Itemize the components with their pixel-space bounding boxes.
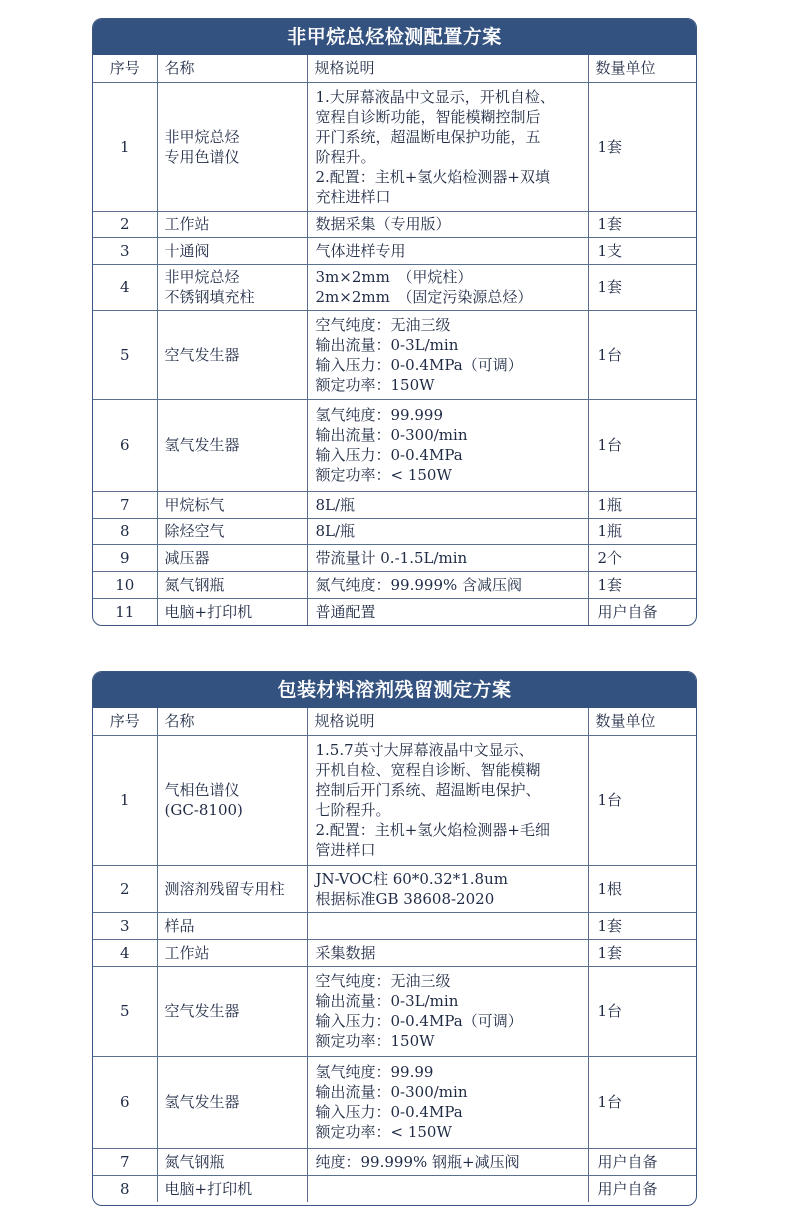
header-spec: 规格说明 xyxy=(307,708,588,735)
row-index: 5 xyxy=(93,310,157,399)
row-spec: 3m×2mm （甲烷柱） 2m×2mm （固定污染源总烃） xyxy=(307,264,588,310)
row-spec: 采集数据 xyxy=(307,939,588,966)
row-index: 7 xyxy=(93,491,157,518)
row-index: 4 xyxy=(93,264,157,310)
table-row xyxy=(93,399,696,491)
row-index: 5 xyxy=(93,966,157,1056)
row-name: 非甲烷总烃 不锈钢填充柱 xyxy=(157,264,307,310)
row-spec: 空气纯度：无油三级 输出流量：0-3L/min 输入压力：0-0.4MPa（可调） 额定功率：150W xyxy=(307,310,588,399)
row-spec: 普通配置 xyxy=(307,598,588,625)
header-index: 序号 xyxy=(93,55,157,82)
table-row xyxy=(93,1175,696,1202)
row-qty: 1套 xyxy=(588,912,696,939)
row-qty: 1台 xyxy=(588,735,696,865)
row-index: 9 xyxy=(93,544,157,571)
table-row xyxy=(93,1056,696,1148)
table-row xyxy=(93,82,696,211)
config-table-solvent-residue xyxy=(92,671,697,1206)
row-spec: 空气纯度：无油三级 输出流量：0-3L/min 输入压力：0-0.4MPa（可调） 额定功率：150W xyxy=(307,966,588,1056)
row-spec: 8L/瓶 xyxy=(307,518,588,544)
row-index: 11 xyxy=(93,598,157,625)
row-spec: 1.5.7英寸大屏幕液晶中文显示、 开机自检、宽程自诊断、智能模糊 控制后开门系统、超温断电保护、 七阶程升。 2.配置：主机+氢火焰检测器+毛细 管进样口 xyxy=(307,735,588,865)
config-grid xyxy=(93,55,696,625)
row-index: 1 xyxy=(93,82,157,211)
row-spec xyxy=(307,1175,588,1202)
config-table-nmhc xyxy=(92,18,697,626)
row-qty: 1套 xyxy=(588,571,696,598)
header-row xyxy=(93,55,696,82)
row-spec: 纯度：99.999% 钢瓶+减压阀 xyxy=(307,1148,588,1175)
table-row xyxy=(93,571,696,598)
row-name: 氢气发生器 xyxy=(157,399,307,491)
row-name: 除烃空气 xyxy=(157,518,307,544)
row-qty: 用户自备 xyxy=(597,602,658,621)
row-name: 氮气钢瓶 xyxy=(157,1148,307,1175)
row-name: 电脑+打印机 xyxy=(157,598,307,625)
row-qty: 1瓶 xyxy=(588,518,696,544)
table-row xyxy=(93,735,696,865)
table-row xyxy=(93,211,696,237)
row-spec: 氢气纯度：99.99 输出流量：0-300/min 输入压力：0-0.4MPa 额定功率：< 150W xyxy=(307,1056,588,1148)
row-qty: 1套 xyxy=(588,264,696,310)
config-grid xyxy=(93,708,696,1202)
table-row xyxy=(93,310,696,399)
row-qty: 2个 xyxy=(588,544,696,571)
table-row xyxy=(93,544,696,571)
table-row xyxy=(93,518,696,544)
row-name: 空气发生器 xyxy=(157,310,307,399)
row-qty: 1套 xyxy=(588,82,696,211)
row-name: 十通阀 xyxy=(157,237,307,264)
row-spec: 数据采集（专用版） xyxy=(307,211,588,237)
table-title: 非甲烷总烃检测配置方案 xyxy=(93,19,696,55)
row-name: 甲烷标气 xyxy=(157,491,307,518)
row-spec: JN-VOC柱 60*0.32*1.8um 根据标准GB 38608-2020 xyxy=(307,865,588,912)
table-row xyxy=(93,237,696,264)
row-name: 减压器 xyxy=(157,544,307,571)
table-row xyxy=(93,912,696,939)
header-spec: 规格说明 xyxy=(307,55,588,82)
table-row xyxy=(93,598,696,625)
row-name: 非甲烷总烃 专用色谱仪 xyxy=(157,82,307,211)
row-qty: 1台 xyxy=(588,399,696,491)
row-spec xyxy=(307,912,588,939)
row-spec: 气体进样专用 xyxy=(307,237,588,264)
row-qty: 用户自备 xyxy=(588,1148,696,1175)
header-name: 名称 xyxy=(157,55,307,82)
row-name: 电脑+打印机 xyxy=(157,1175,307,1202)
row-qty: 1支 xyxy=(588,237,696,264)
row-spec: 氮气纯度：99.999% 含减压阀 xyxy=(307,571,588,598)
row-index: 6 xyxy=(93,1056,157,1148)
row-index: 7 xyxy=(93,1148,157,1175)
table-row xyxy=(93,264,696,310)
row-index: 2 xyxy=(93,865,157,912)
table-row xyxy=(93,939,696,966)
header-index: 序号 xyxy=(93,708,157,735)
row-qty: 1瓶 xyxy=(588,491,696,518)
row-spec: 带流量计 0.-1.5L/min xyxy=(307,544,588,571)
table-row xyxy=(93,491,696,518)
row-spec: 8L/瓶 xyxy=(307,491,588,518)
row-index: 4 xyxy=(93,939,157,966)
row-qty: 用户自备 xyxy=(597,1179,658,1198)
row-index: 6 xyxy=(93,399,157,491)
row-name: 样品 xyxy=(157,912,307,939)
row-qty: 1台 xyxy=(588,1056,696,1148)
row-name: 气相色谱仪 (GC-8100) xyxy=(157,735,307,865)
row-name: 测溶剂残留专用柱 xyxy=(157,865,307,912)
row-index: 8 xyxy=(93,518,157,544)
table-row xyxy=(93,865,696,912)
row-qty: 1根 xyxy=(588,865,696,912)
row-index: 3 xyxy=(93,912,157,939)
row-index: 10 xyxy=(93,571,157,598)
row-index: 8 xyxy=(93,1175,157,1202)
row-index: 2 xyxy=(93,211,157,237)
row-qty: 1套 xyxy=(588,211,696,237)
row-spec: 氢气纯度：99.999 输出流量：0-300/min 输入压力：0-0.4MPa 额定功率：< 150W xyxy=(307,399,588,491)
row-name: 空气发生器 xyxy=(157,966,307,1056)
row-name: 工作站 xyxy=(157,211,307,237)
row-index: 1 xyxy=(93,735,157,865)
header-qty: 数量单位 xyxy=(588,55,696,82)
row-qty: 1台 xyxy=(588,310,696,399)
table-title: 包装材料溶剂残留测定方案 xyxy=(93,672,696,708)
header-name: 名称 xyxy=(157,708,307,735)
table-row xyxy=(93,966,696,1056)
row-name: 氢气发生器 xyxy=(157,1056,307,1148)
table-row xyxy=(93,1148,696,1175)
row-name: 氮气钢瓶 xyxy=(157,571,307,598)
header-row xyxy=(93,708,696,735)
row-qty: 1套 xyxy=(588,939,696,966)
row-index: 3 xyxy=(93,237,157,264)
row-spec: 1.大屏幕液晶中文显示，开机自检、 宽程自诊断功能，智能模糊控制后 开门系统，超温断电保护功能，五 阶程升。 2.配置：主机+氢火焰检测器+双填 充柱进样口 xyxy=(307,82,588,211)
row-name: 工作站 xyxy=(157,939,307,966)
header-qty: 数量单位 xyxy=(588,708,696,735)
row-qty: 1台 xyxy=(588,966,696,1056)
